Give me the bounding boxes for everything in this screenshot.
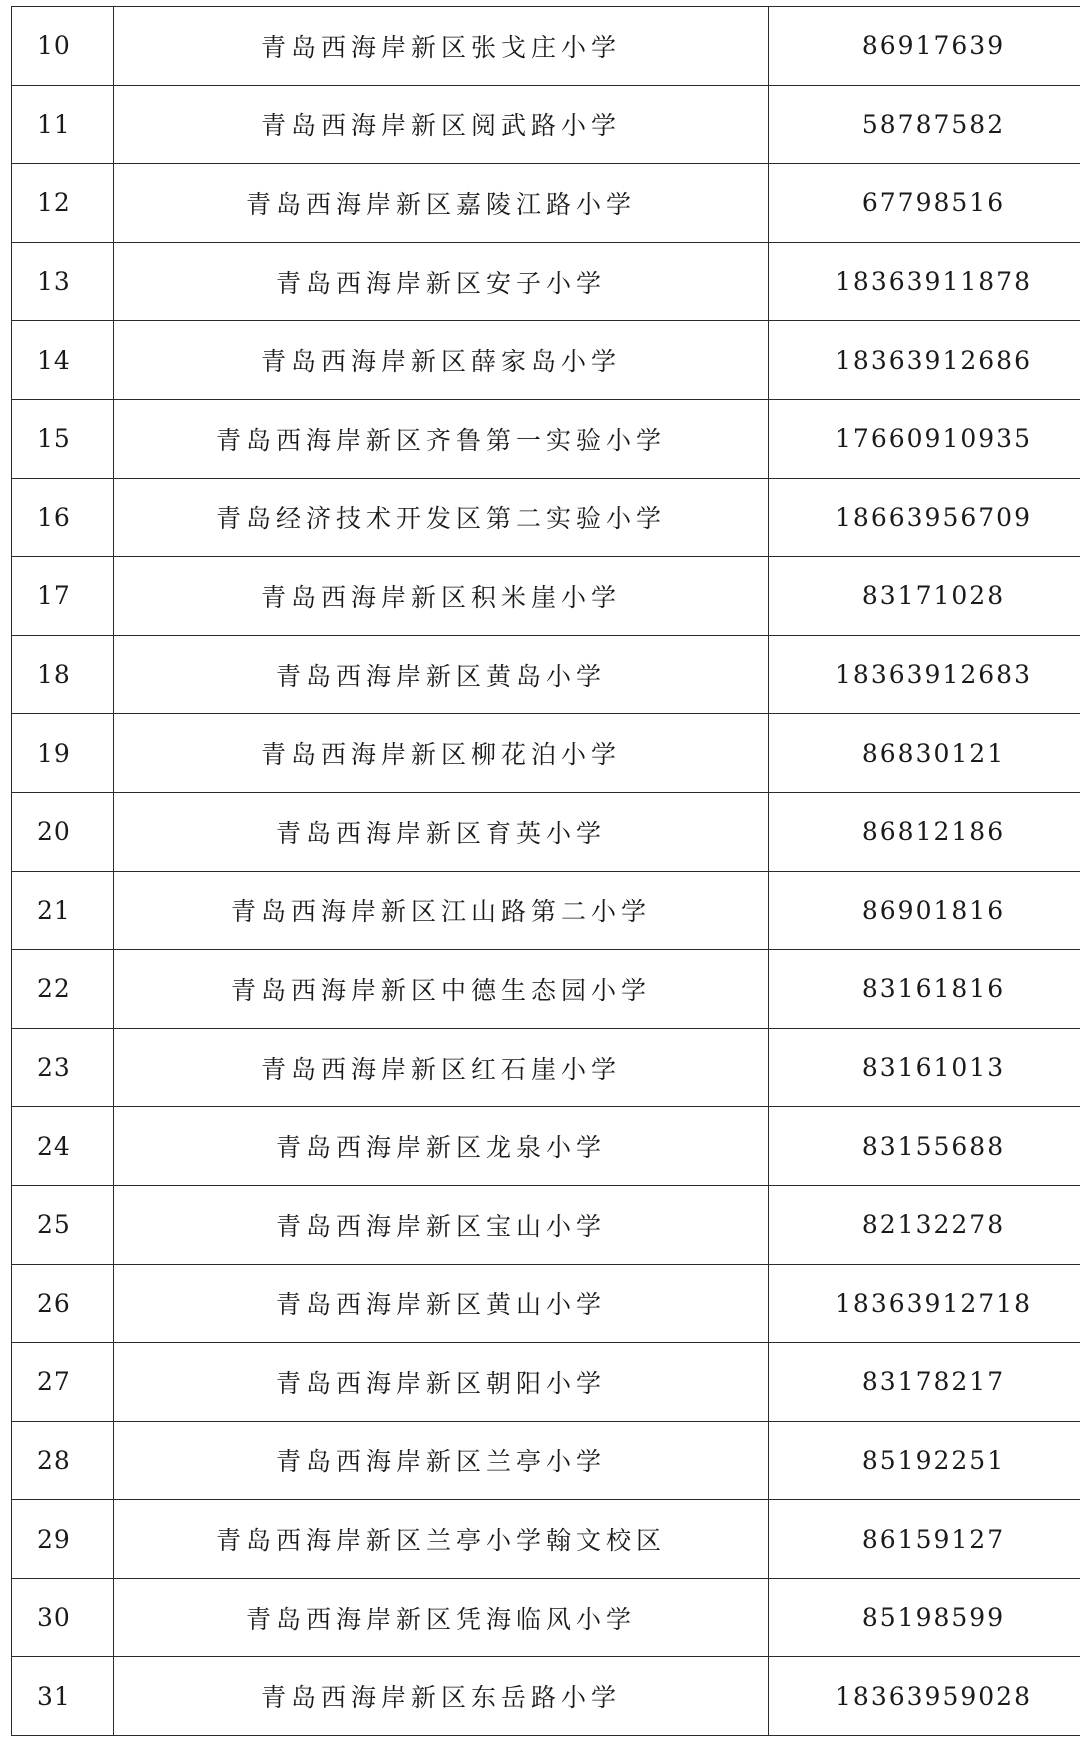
row-number: 31	[12, 1657, 114, 1736]
phone-number: 86917639	[769, 7, 1080, 86]
school-name: 青岛西海岸新区张戈庄小学	[114, 7, 769, 86]
row-number: 12	[12, 164, 114, 243]
school-name: 青岛西海岸新区宝山小学	[114, 1185, 769, 1264]
row-number: 25	[12, 1185, 114, 1264]
school-name: 青岛西海岸新区齐鲁第一实验小学	[114, 399, 769, 478]
row-number: 11	[12, 85, 114, 164]
phone-number: 83161816	[769, 950, 1080, 1029]
table-row	[12, 1657, 1080, 1736]
phone-number: 85192251	[769, 1421, 1080, 1500]
school-name: 青岛西海岸新区龙泉小学	[114, 1107, 769, 1186]
school-name: 青岛西海岸新区黄山小学	[114, 1264, 769, 1343]
phone-number: 83178217	[769, 1343, 1080, 1422]
school-name: 青岛西海岸新区阅武路小学	[114, 85, 769, 164]
table-row	[12, 1500, 1080, 1579]
row-number: 23	[12, 1028, 114, 1107]
table-row	[12, 321, 1080, 400]
row-number: 29	[12, 1500, 114, 1579]
phone-number: 83155688	[769, 1107, 1080, 1186]
row-number: 18	[12, 635, 114, 714]
table-row	[12, 242, 1080, 321]
phone-number: 17660910935	[769, 399, 1080, 478]
row-number: 21	[12, 871, 114, 950]
table-row	[12, 557, 1080, 636]
row-number: 13	[12, 242, 114, 321]
table-row	[12, 399, 1080, 478]
table-row	[12, 871, 1080, 950]
school-name: 青岛西海岸新区兰亭小学翰文校区	[114, 1500, 769, 1579]
row-number: 26	[12, 1264, 114, 1343]
table-row	[12, 1421, 1080, 1500]
table-body	[12, 7, 1080, 1736]
phone-number: 67798516	[769, 164, 1080, 243]
school-name: 青岛西海岸新区红石崖小学	[114, 1028, 769, 1107]
row-number: 16	[12, 478, 114, 557]
school-contact-sheet	[11, 6, 1072, 1736]
table-row	[12, 714, 1080, 793]
phone-number: 18363911878	[769, 242, 1080, 321]
row-number: 17	[12, 557, 114, 636]
phone-number: 82132278	[769, 1185, 1080, 1264]
row-number: 19	[12, 714, 114, 793]
school-name: 青岛西海岸新区朝阳小学	[114, 1343, 769, 1422]
table-row	[12, 164, 1080, 243]
phone-number: 86159127	[769, 1500, 1080, 1579]
row-number: 24	[12, 1107, 114, 1186]
table-row	[12, 1264, 1080, 1343]
school-name: 青岛西海岸新区中德生态园小学	[114, 950, 769, 1029]
phone-number: 18363912683	[769, 635, 1080, 714]
row-number: 10	[12, 7, 114, 86]
phone-number: 18363912718	[769, 1264, 1080, 1343]
table-row	[12, 1107, 1080, 1186]
school-name: 青岛西海岸新区育英小学	[114, 792, 769, 871]
school-name: 青岛西海岸新区兰亭小学	[114, 1421, 769, 1500]
phone-number: 86901816	[769, 871, 1080, 950]
school-name: 青岛西海岸新区东岳路小学	[114, 1657, 769, 1736]
phone-number: 58787582	[769, 85, 1080, 164]
phone-number: 83161013	[769, 1028, 1080, 1107]
school-name: 青岛西海岸新区积米崖小学	[114, 557, 769, 636]
phone-number: 18663956709	[769, 478, 1080, 557]
row-number: 28	[12, 1421, 114, 1500]
table-row	[12, 1185, 1080, 1264]
table-row	[12, 478, 1080, 557]
school-name: 青岛西海岸新区凭海临风小学	[114, 1578, 769, 1657]
table-row	[12, 1343, 1080, 1422]
table-row	[12, 7, 1080, 86]
row-number: 22	[12, 950, 114, 1029]
row-number: 20	[12, 792, 114, 871]
table-row	[12, 85, 1080, 164]
school-name: 青岛西海岸新区江山路第二小学	[114, 871, 769, 950]
phone-number: 86830121	[769, 714, 1080, 793]
school-name: 青岛西海岸新区薛家岛小学	[114, 321, 769, 400]
phone-number: 83171028	[769, 557, 1080, 636]
school-contact-table	[11, 6, 1080, 1736]
school-name: 青岛西海岸新区柳花泊小学	[114, 714, 769, 793]
row-number: 27	[12, 1343, 114, 1422]
table-row	[12, 1028, 1080, 1107]
phone-number: 86812186	[769, 792, 1080, 871]
row-number: 14	[12, 321, 114, 400]
table-row	[12, 792, 1080, 871]
row-number: 15	[12, 399, 114, 478]
school-name: 青岛西海岸新区嘉陵江路小学	[114, 164, 769, 243]
table-row	[12, 1578, 1080, 1657]
phone-number: 18363912686	[769, 321, 1080, 400]
table-row	[12, 635, 1080, 714]
school-name: 青岛西海岸新区黄岛小学	[114, 635, 769, 714]
table-row	[12, 950, 1080, 1029]
row-number: 30	[12, 1578, 114, 1657]
school-name: 青岛经济技术开发区第二实验小学	[114, 478, 769, 557]
school-name: 青岛西海岸新区安子小学	[114, 242, 769, 321]
phone-number: 85198599	[769, 1578, 1080, 1657]
phone-number: 18363959028	[769, 1657, 1080, 1736]
